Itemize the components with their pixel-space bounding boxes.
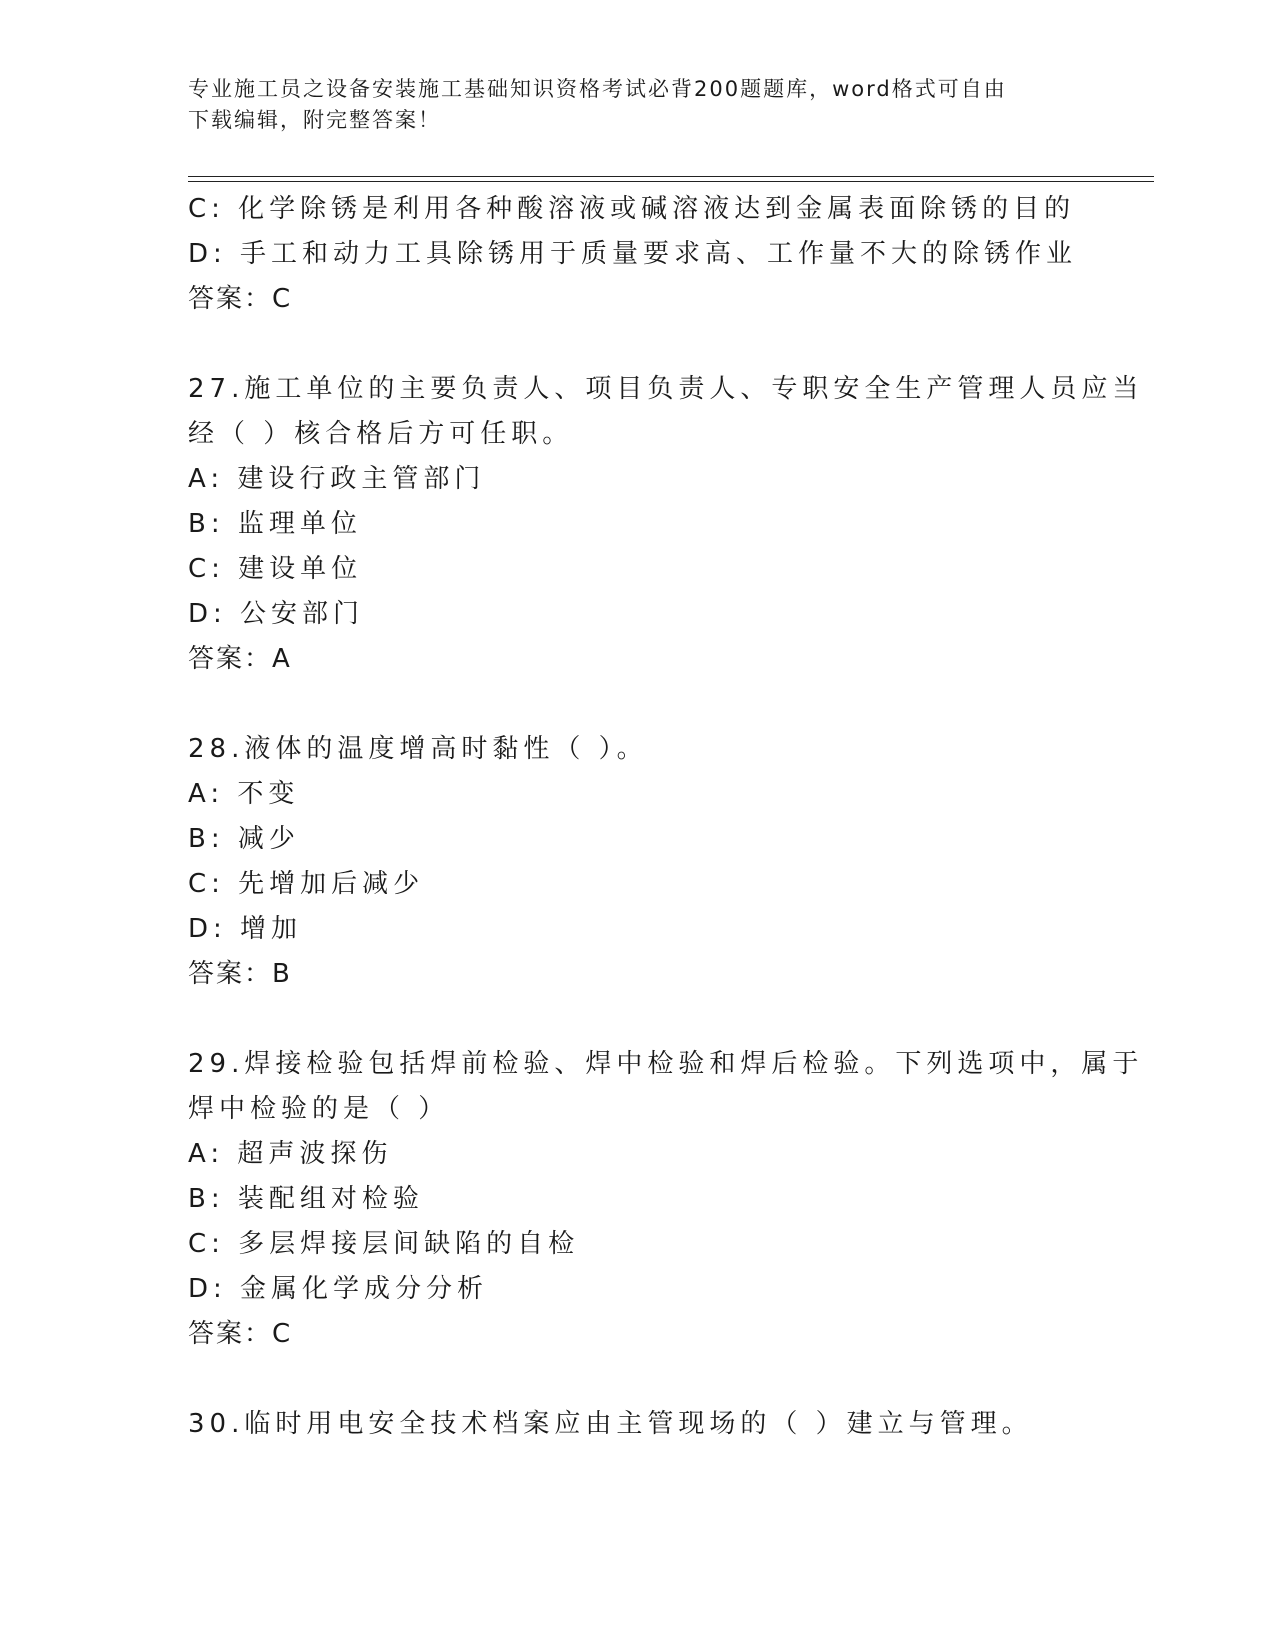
option-line: A: 不变	[188, 779, 300, 809]
option-line: C: 多层焊接层间缺陷的自检	[188, 1229, 580, 1259]
option-line: B: 监理单位	[188, 509, 362, 539]
header-divider-top	[188, 176, 1154, 177]
question-line: 29.焊接检验包括焊前检验、焊中检验和焊后检验。下列选项中，属于	[188, 1049, 1144, 1079]
answer-line: 答案：A	[188, 644, 292, 674]
option-line: C: 建设单位	[188, 554, 363, 584]
document-header	[188, 74, 1068, 136]
question-line: 28.液体的温度增高时黏性（ ）。	[188, 734, 648, 764]
option-line: D: 公安部门	[188, 599, 365, 629]
option-line: C: 化学除锈是利用各种酸溶液或碱溶液达到金属表面除锈的目的	[188, 194, 1076, 224]
question-line: 30.临时用电安全技术档案应由主管现场的（ ）建立与管理。	[188, 1409, 1033, 1439]
option-line: C: 先增加后减少	[188, 869, 425, 899]
option-line: B: 装配组对检验	[188, 1184, 424, 1214]
option-line: B: 减少	[188, 824, 300, 854]
question-line: 经（ ）核合格后方可任职。	[188, 419, 574, 449]
header-line-2: 下载编辑，附完整答案！	[188, 108, 441, 132]
answer-line: 答案：B	[188, 959, 292, 989]
option-line: D: 手工和动力工具除锈用于质量要求高、工作量不大的除锈作业	[188, 239, 1078, 269]
option-line: D: 金属化学成分分析	[188, 1274, 489, 1304]
question-line: 27.施工单位的主要负责人、项目负责人、专职安全生产管理人员应当	[188, 374, 1144, 404]
option-line: D: 增加	[188, 914, 303, 944]
question-line: 焊中检验的是（ ）	[188, 1094, 450, 1124]
option-line: A: 建设行政主管部门	[188, 464, 486, 494]
option-line: A: 超声波探伤	[188, 1139, 393, 1169]
header-line-1: 专业施工员之设备安装施工基础知识资格考试必背200题题库，word格式可自由	[188, 77, 1007, 101]
answer-line: 答案：C	[188, 284, 293, 314]
answer-line: 答案：C	[188, 1319, 293, 1349]
header-divider-bottom	[188, 181, 1154, 182]
